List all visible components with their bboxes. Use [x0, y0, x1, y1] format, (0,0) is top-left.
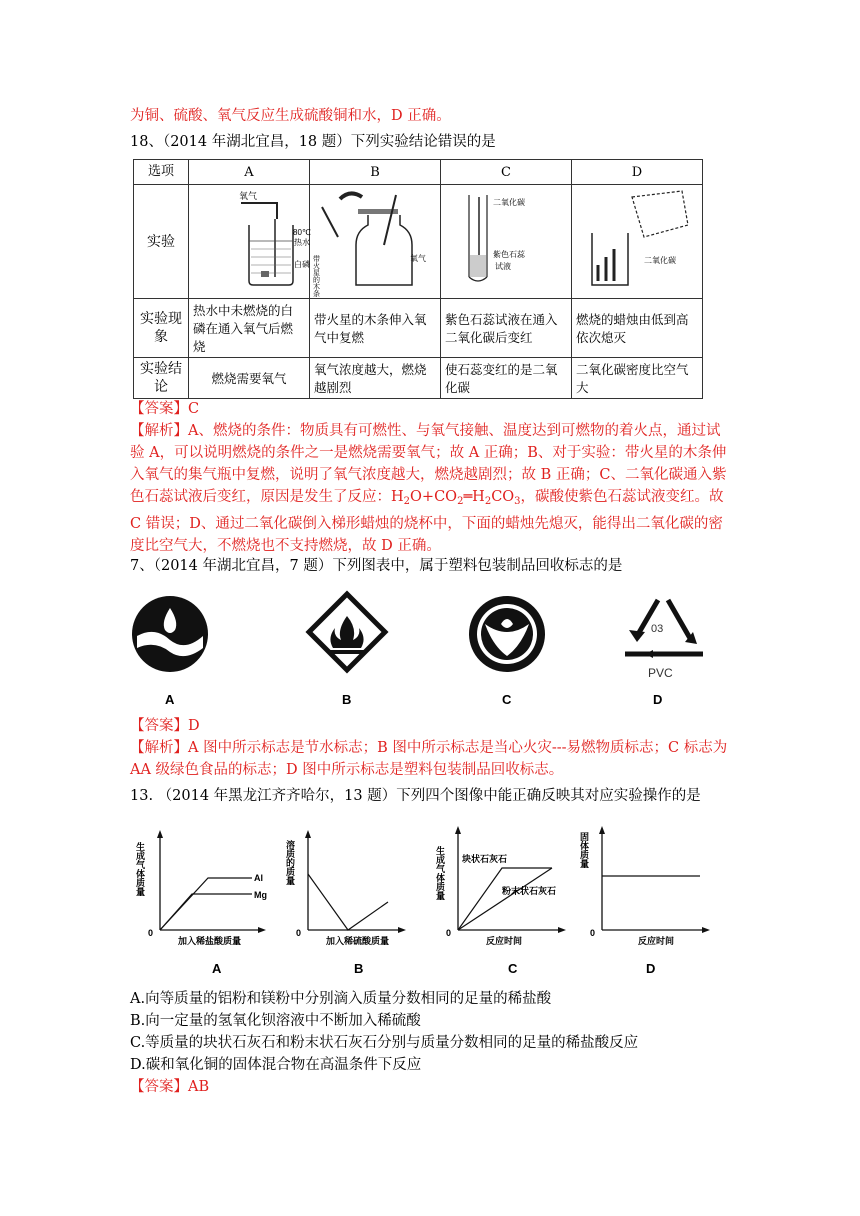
- conclusion-b: 氧气浓度越大，燃烧越剧烈: [310, 358, 441, 399]
- fig-a-gas-label: 氧气: [239, 191, 258, 201]
- q7-analysis: 【解析】A 图中所示标志是节水标志；B 图中所示标志是当心火灾---易燃物质标志；C 标志为 AA 级绿色食品的标志；D 图中所示标志是塑料包装制品回收标志。: [130, 740, 728, 778]
- recycle-pvc-icon: [625, 600, 703, 680]
- graph-c-line-powder: 粉末状石灰石: [502, 886, 557, 896]
- figure-d-candles: [572, 185, 702, 295]
- table-head-d: D: [572, 160, 703, 185]
- figure-b-jar: [310, 185, 440, 295]
- phenomenon-a: 热水中未燃烧的白磷在通入氧气后燃烧: [189, 299, 310, 358]
- conclusion-c: 使石蕊变红的是二氧化碳: [441, 358, 572, 399]
- q18-stem: 18、（2014 年湖北宜昌，18 题）下列实验结论错误的是: [130, 134, 496, 150]
- q13-stem: 13. （2014 年黑龙江齐齐哈尔，13 题）下列四个图像中能正确反映其对应实验操作的是: [130, 788, 701, 804]
- table-head-c: C: [441, 160, 572, 185]
- graph-a-xlabel: 加入稀盐酸质量: [178, 936, 242, 946]
- graph-d-ylabel: 固体质量: [579, 832, 589, 868]
- graph-b-ylabel: 溶质的质量: [285, 840, 295, 885]
- option-label-b: B: [342, 692, 352, 707]
- q18-analysis: 【解析】A、燃烧的条件：物质具有可燃性、与氧气接触、温度达到可燃物的着火点，通过试验 A，可以说明燃烧的条件之一是燃烧需要氧气；故 A 正确；B、对于实验：带火星的木条伸入氧气的集气瓶中复燃，说明了氧气浓度越大，燃烧越剧烈；故 B 正确；C、二氧化碳通入紫色石蕊试液后变红，原因是发生了反应：$H_2O+CO_2═H_2CO_3$，碳酸使紫色石蕊试液变红。故 C 错误；D、通过二氧化碳倒入梯形蜡烛的烧杯中，下面的蜡烛先熄灭，能得出二氧化碳的密度比空气大，不燃烧也不支持燃烧，故 D 正确。: [130, 423, 727, 554]
- graph-b: [285, 830, 406, 976]
- graph-a: [135, 830, 268, 976]
- recycle-number: 03: [651, 623, 664, 635]
- graph-b-origin: 0: [296, 928, 302, 938]
- graph-c: [435, 826, 567, 976]
- graph-a-line-al: Al: [254, 873, 263, 883]
- graph-c-xlabel: 反应时间: [486, 936, 523, 946]
- q7-stem: 7、（2014 年湖北宜昌，7 题）下列图表中，属于塑料包装制品回收标志的是: [130, 558, 623, 574]
- table-head-a: A: [189, 160, 310, 185]
- graph-c-ylabel: 生成气体质量: [435, 846, 445, 900]
- fig-b-stick-label: 带火星的木条: [312, 255, 320, 297]
- graph-a-ylabel: 生成气体质量: [135, 842, 145, 896]
- graph-d-label: D: [646, 961, 656, 976]
- fig-a-temp: 80℃: [293, 228, 311, 237]
- table-head-b: B: [310, 160, 441, 185]
- figure-a-beaker: [189, 185, 309, 295]
- phenomenon-b: 带火星的木条伸入氧气中复燃: [310, 299, 441, 358]
- fig-d-gas-label: 二氧化碳: [644, 256, 676, 265]
- fig-b-gas-label: 氧气: [410, 254, 426, 263]
- option-label-d: D: [653, 692, 663, 707]
- fig-c-gas-label: 二氧化碳: [493, 198, 525, 207]
- figure-c-cell: [441, 185, 572, 299]
- fig-a-water: 热水: [294, 238, 310, 247]
- option-label-c: C: [502, 692, 512, 707]
- graph-b-xlabel: 加入稀硫酸质量: [326, 936, 390, 946]
- option-label-a: A: [165, 692, 175, 707]
- phenomenon-c: 紫色石蕊试液在通入二氧化碳后变红: [441, 299, 572, 358]
- flammable-icon: [309, 594, 385, 670]
- graph-a-label: A: [212, 961, 222, 976]
- q13-option-a: A.向等质量的铝粉和镁粉中分别滴入质量分数相同的足量的稀盐酸: [130, 991, 552, 1007]
- intro-line: 为铜、硫酸、氧气反应生成硫酸铜和水，D 正确。: [130, 108, 451, 124]
- fig-c-liquid-label-2: 试液: [495, 262, 511, 271]
- row-label-phenomenon: 实验现象: [134, 299, 189, 358]
- q13-answer: 【答案】AB: [130, 1079, 210, 1095]
- graph-d-origin: 0: [590, 928, 596, 938]
- conclusion-d: 二氧化碳密度比空气大: [572, 358, 703, 399]
- q13-option-b: B.向一定量的氢氧化钡溶液中不断加入稀硫酸: [130, 1013, 421, 1029]
- q13-graphs: [135, 818, 710, 978]
- graph-c-line-lump: 块状石灰石: [462, 854, 508, 864]
- graph-a-line-mg: Mg: [254, 890, 267, 900]
- conclusion-a: 燃烧需要氧气: [189, 358, 310, 399]
- graph-d-xlabel: 反应时间: [638, 936, 675, 946]
- graph-b-label: B: [354, 961, 364, 976]
- phenomenon-d: 燃烧的蜡烛由低到高依次熄灭: [572, 299, 703, 358]
- graph-a-origin: 0: [148, 928, 154, 938]
- q13-option-c: C.等质量的块状石灰石和粉末状石灰石分别与质量分数相同的足量的稀盐酸反应: [130, 1035, 639, 1051]
- row-label-conclusion: 实验结论: [134, 358, 189, 399]
- q13-option-d: D.碳和氧化铜的固体混合物在高温条件下反应: [130, 1057, 422, 1073]
- graph-c-origin: 0: [446, 928, 452, 938]
- green-food-icon: [469, 596, 545, 672]
- recycle-text: PVC: [648, 666, 673, 680]
- q7-answer: 【答案】D: [130, 718, 200, 734]
- row-label-experiment: 实验: [134, 185, 189, 299]
- graph-c-label: C: [508, 961, 518, 976]
- q7-symbols: [125, 592, 725, 717]
- figure-c-tube: [441, 185, 571, 295]
- fig-a-phosphorus: 白磷: [294, 260, 310, 269]
- graph-d: [579, 826, 710, 976]
- q18-experiment-table: [133, 159, 703, 399]
- figure-b-cell: [310, 185, 441, 299]
- q18-answer: 【答案】C: [130, 401, 200, 417]
- fig-c-liquid-label: 紫色石蕊: [493, 250, 525, 259]
- figure-d-cell: [572, 185, 703, 299]
- table-head-option: 选项: [134, 160, 189, 185]
- figure-a-cell: [189, 185, 310, 299]
- water-saving-icon: [132, 596, 208, 672]
